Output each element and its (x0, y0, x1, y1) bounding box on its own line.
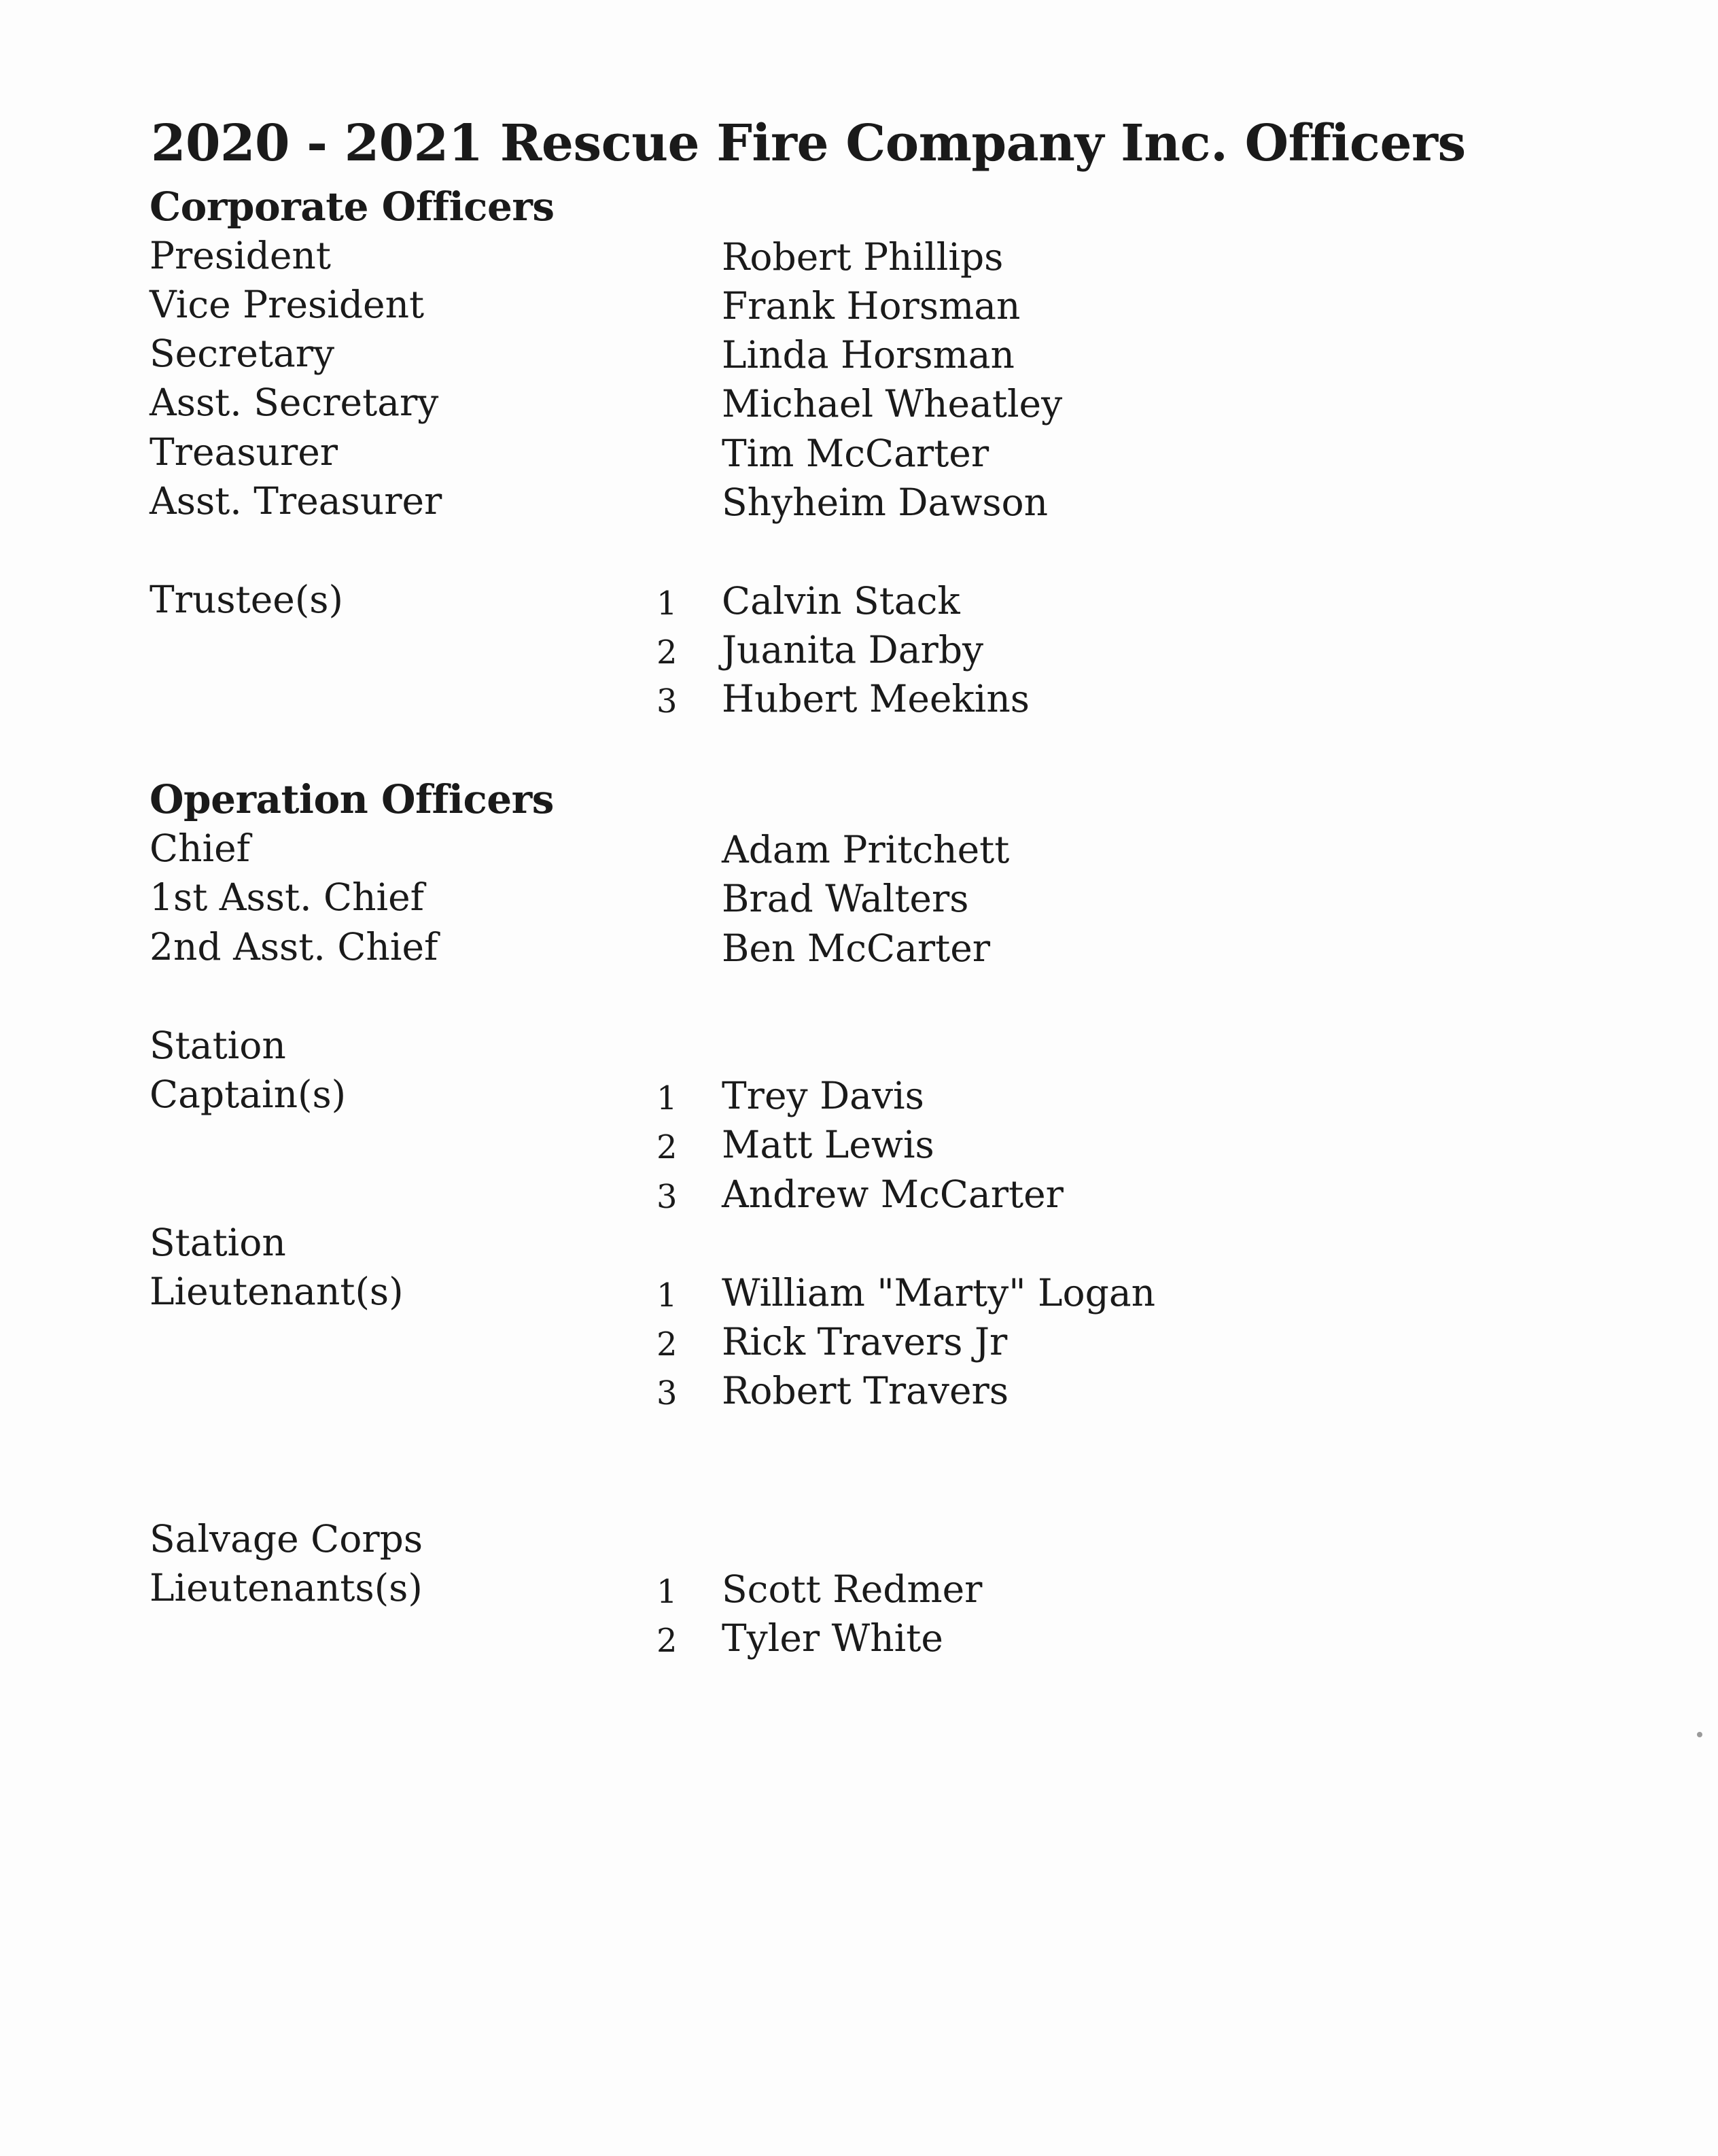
role-station-lieutenants-line1: Station (150, 1221, 286, 1264)
trustee-name: Calvin Stack (722, 579, 960, 623)
document-title: 2020 - 2021 Rescue Fire Company Inc. Officers (151, 114, 1466, 173)
role-trustees: Trustee(s) (150, 578, 343, 621)
role-asst-treasurer: Asst. Treasurer (150, 479, 442, 523)
trustee-name: Hubert Meekins (722, 677, 1030, 720)
role-president: President (150, 234, 331, 277)
officer-vice-president: Frank Horsman (722, 284, 1021, 328)
lieutenant-number: 3 (656, 1374, 678, 1412)
role-vice-president: Vice President (150, 283, 425, 326)
captain-number: 3 (656, 1178, 678, 1216)
lieutenant-number: 2 (656, 1325, 678, 1363)
trustee-number: 3 (656, 682, 678, 720)
lieutenant-name: Rick Travers Jr (722, 1320, 1008, 1363)
officer-president: Robert Phillips (722, 235, 1004, 279)
corporate-officers-heading: Corporate Officers (150, 184, 555, 230)
officer-2nd-asst-chief: Ben McCarter (722, 926, 991, 970)
role-station-captains-line2: Captain(s) (150, 1073, 347, 1116)
officer-asst-treasurer: Shyheim Dawson (722, 481, 1049, 524)
salvage-name: Scott Redmer (722, 1567, 983, 1611)
captain-name: Matt Lewis (722, 1123, 934, 1166)
scan-speck (1697, 1732, 1702, 1737)
role-salvage-corps-line2: Lieutenants(s) (150, 1566, 423, 1610)
captain-name: Andrew McCarter (722, 1172, 1064, 1216)
salvage-number: 1 (656, 1573, 678, 1611)
role-salvage-corps-line1: Salvage Corps (150, 1517, 423, 1561)
captain-name: Trey Davis (722, 1074, 924, 1117)
officer-asst-secretary: Michael Wheatley (722, 382, 1063, 425)
role-station-captains-line1: Station (150, 1024, 286, 1067)
role-treasurer: Treasurer (150, 430, 338, 474)
salvage-number: 2 (656, 1622, 678, 1660)
trustee-number: 2 (656, 633, 678, 672)
role-2nd-asst-chief: 2nd Asst. Chief (150, 925, 438, 969)
lieutenant-name: William "Marty" Logan (722, 1271, 1156, 1315)
role-chief: Chief (150, 827, 251, 870)
lieutenant-number: 1 (656, 1276, 678, 1315)
role-station-lieutenants-line2: Lieutenant(s) (150, 1270, 404, 1313)
officer-chief: Adam Pritchett (722, 828, 1010, 871)
salvage-name: Tyler White (722, 1616, 943, 1660)
role-1st-asst-chief: 1st Asst. Chief (150, 875, 425, 919)
officer-1st-asst-chief: Brad Walters (722, 877, 969, 920)
officer-secretary: Linda Horsman (722, 333, 1015, 377)
captain-number: 2 (656, 1128, 678, 1166)
lieutenant-name: Robert Travers (722, 1369, 1009, 1412)
officer-treasurer: Tim McCarter (722, 432, 989, 475)
operation-officers-heading: Operation Officers (150, 776, 554, 822)
trustee-number: 1 (656, 585, 678, 623)
role-asst-secretary: Asst. Secretary (150, 381, 439, 424)
role-secretary: Secretary (150, 332, 335, 375)
captain-number: 1 (656, 1079, 678, 1117)
trustee-name: Juanita Darby (722, 628, 984, 672)
